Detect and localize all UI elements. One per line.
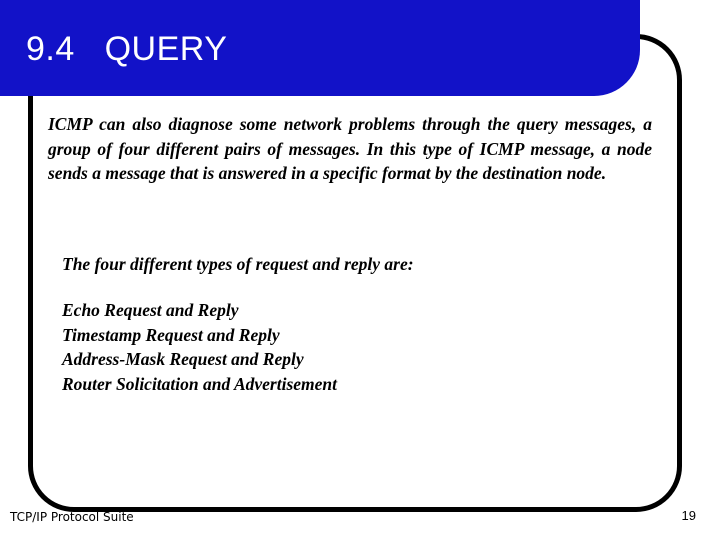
list-item: Address-Mask Request and Reply	[62, 349, 304, 369]
footer-text: TCP/IP Protocol Suite	[10, 510, 134, 524]
list-item: Echo Request and Reply	[62, 300, 239, 320]
intro-paragraph: ICMP can also diagnose some network problems through the query messages, a group of four different pairs of messages. In this type of ICMP message, a node sends a message that is answered in a specific format by the destination node.	[48, 114, 652, 183]
types-heading: The four different types of request and reply are:	[62, 254, 414, 274]
slide-title: 9.4 QUERY	[26, 30, 228, 68]
slide-body	[48, 112, 652, 186]
query-types-list	[62, 298, 337, 396]
page-number: 19	[681, 508, 696, 523]
list-item: Router Solicitation and Advertisement	[62, 373, 338, 394]
list-item: Timestamp Request and Reply	[62, 324, 280, 345]
title-bar	[0, 0, 640, 96]
